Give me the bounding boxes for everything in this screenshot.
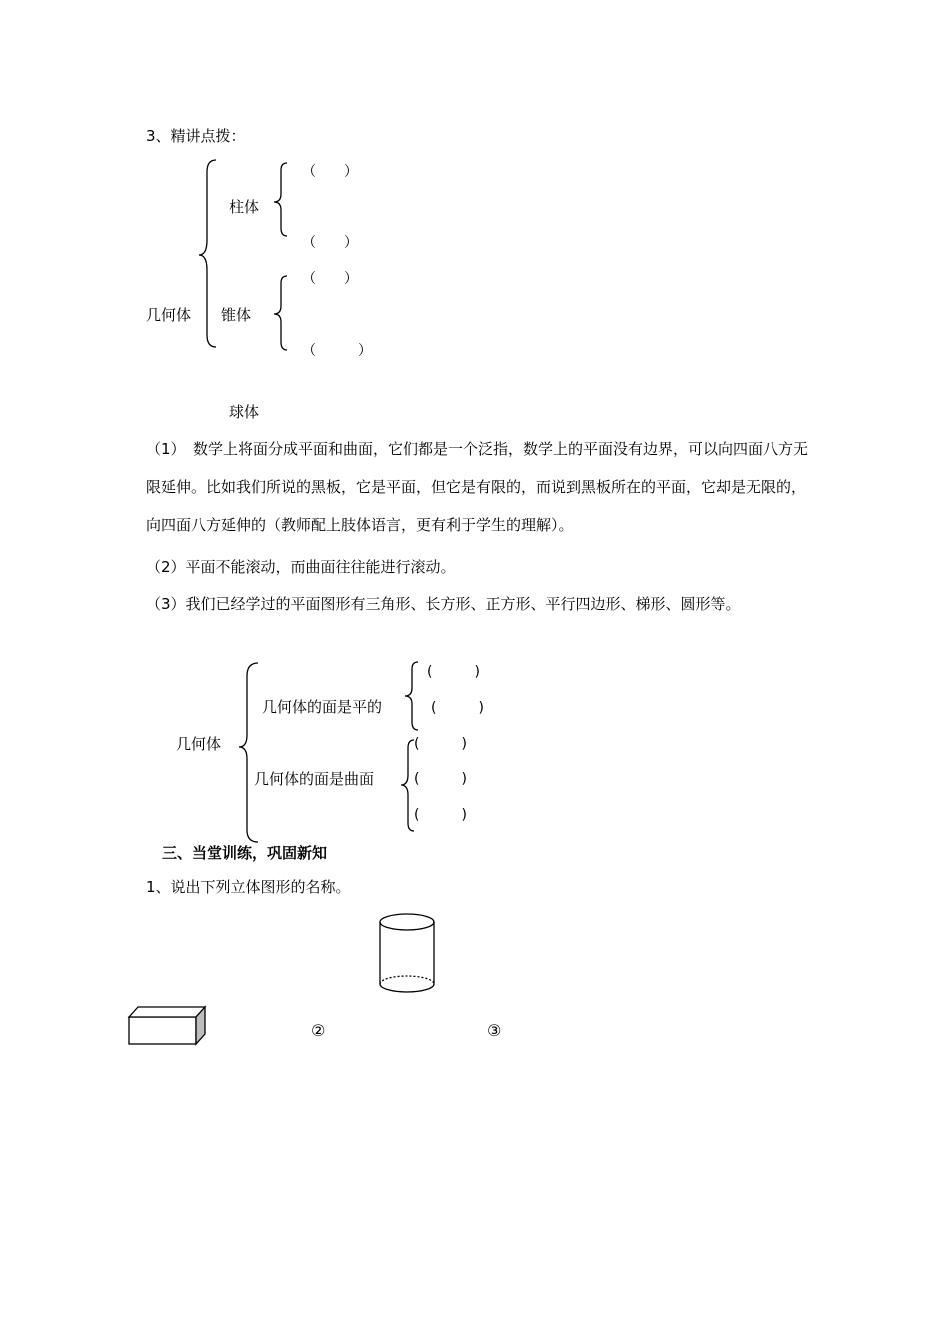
note-paragraph-1: （1） 数学上将面分成平面和曲面，它们都是一个泛指，数学上的平面没有边界，可以向四面八方无限延伸。比如我们所说的黑板，它是平面，但它是有限的，而说到黑板所在的平面，它却是无限的，向四面八方延伸的（教师配上肢体语言，更有利于学生的理解）。 (146, 440, 809, 534)
figure-label-3: ③ (487, 1021, 502, 1040)
label-sphere: 球体 (229, 403, 260, 421)
label-flat: 几何体的面是平的 (262, 698, 383, 716)
blank-cylinder-2: （ ） (302, 235, 358, 251)
section-heading: 三、当堂训练，巩固新知 (162, 844, 328, 862)
blank-flat-1: ( ) (427, 664, 480, 680)
figure-label-2: ② (311, 1021, 326, 1040)
blank-cylinder-1: （ ） (302, 164, 358, 180)
blank-curved-1: ( ) (414, 736, 467, 752)
cuboid-figure (129, 1007, 205, 1044)
section-title: 3、精讲点拨： (146, 127, 246, 145)
blank-curved-3: ( ) (414, 807, 467, 823)
cylinder-figure (380, 914, 434, 992)
blank-flat-2: ( ) (431, 700, 484, 716)
label-curved: 几何体的面是曲面 (254, 770, 375, 788)
exercise-1-prompt: 1、说出下列立体图形的名称。 (146, 878, 351, 896)
brace-flat (405, 662, 418, 730)
label-tree1-root: 几何体 (146, 306, 192, 324)
brace-cylinder-group (274, 163, 287, 236)
note-paragraph-2: （2）平面不能滚动，而曲面往往能进行滚动。 (146, 558, 456, 576)
note-paragraph-3: （3）我们已经学过的平面图形有三角形、长方形、正方形、平行四边形、梯形、圆形等。 (146, 595, 741, 613)
brace-curved (401, 740, 414, 831)
blank-curved-2: ( ) (414, 771, 467, 787)
brace-cone-group (274, 276, 287, 350)
brace-tree1-root (199, 160, 216, 347)
blank-cone-2: （ ） (302, 343, 372, 359)
brace-tree2-root (239, 663, 258, 842)
label-cone-group: 锥体 (221, 306, 252, 324)
label-tree2-root: 几何体 (176, 735, 222, 753)
label-cylinder-group: 柱体 (229, 198, 260, 216)
blank-cone-1: （ ） (302, 271, 358, 287)
